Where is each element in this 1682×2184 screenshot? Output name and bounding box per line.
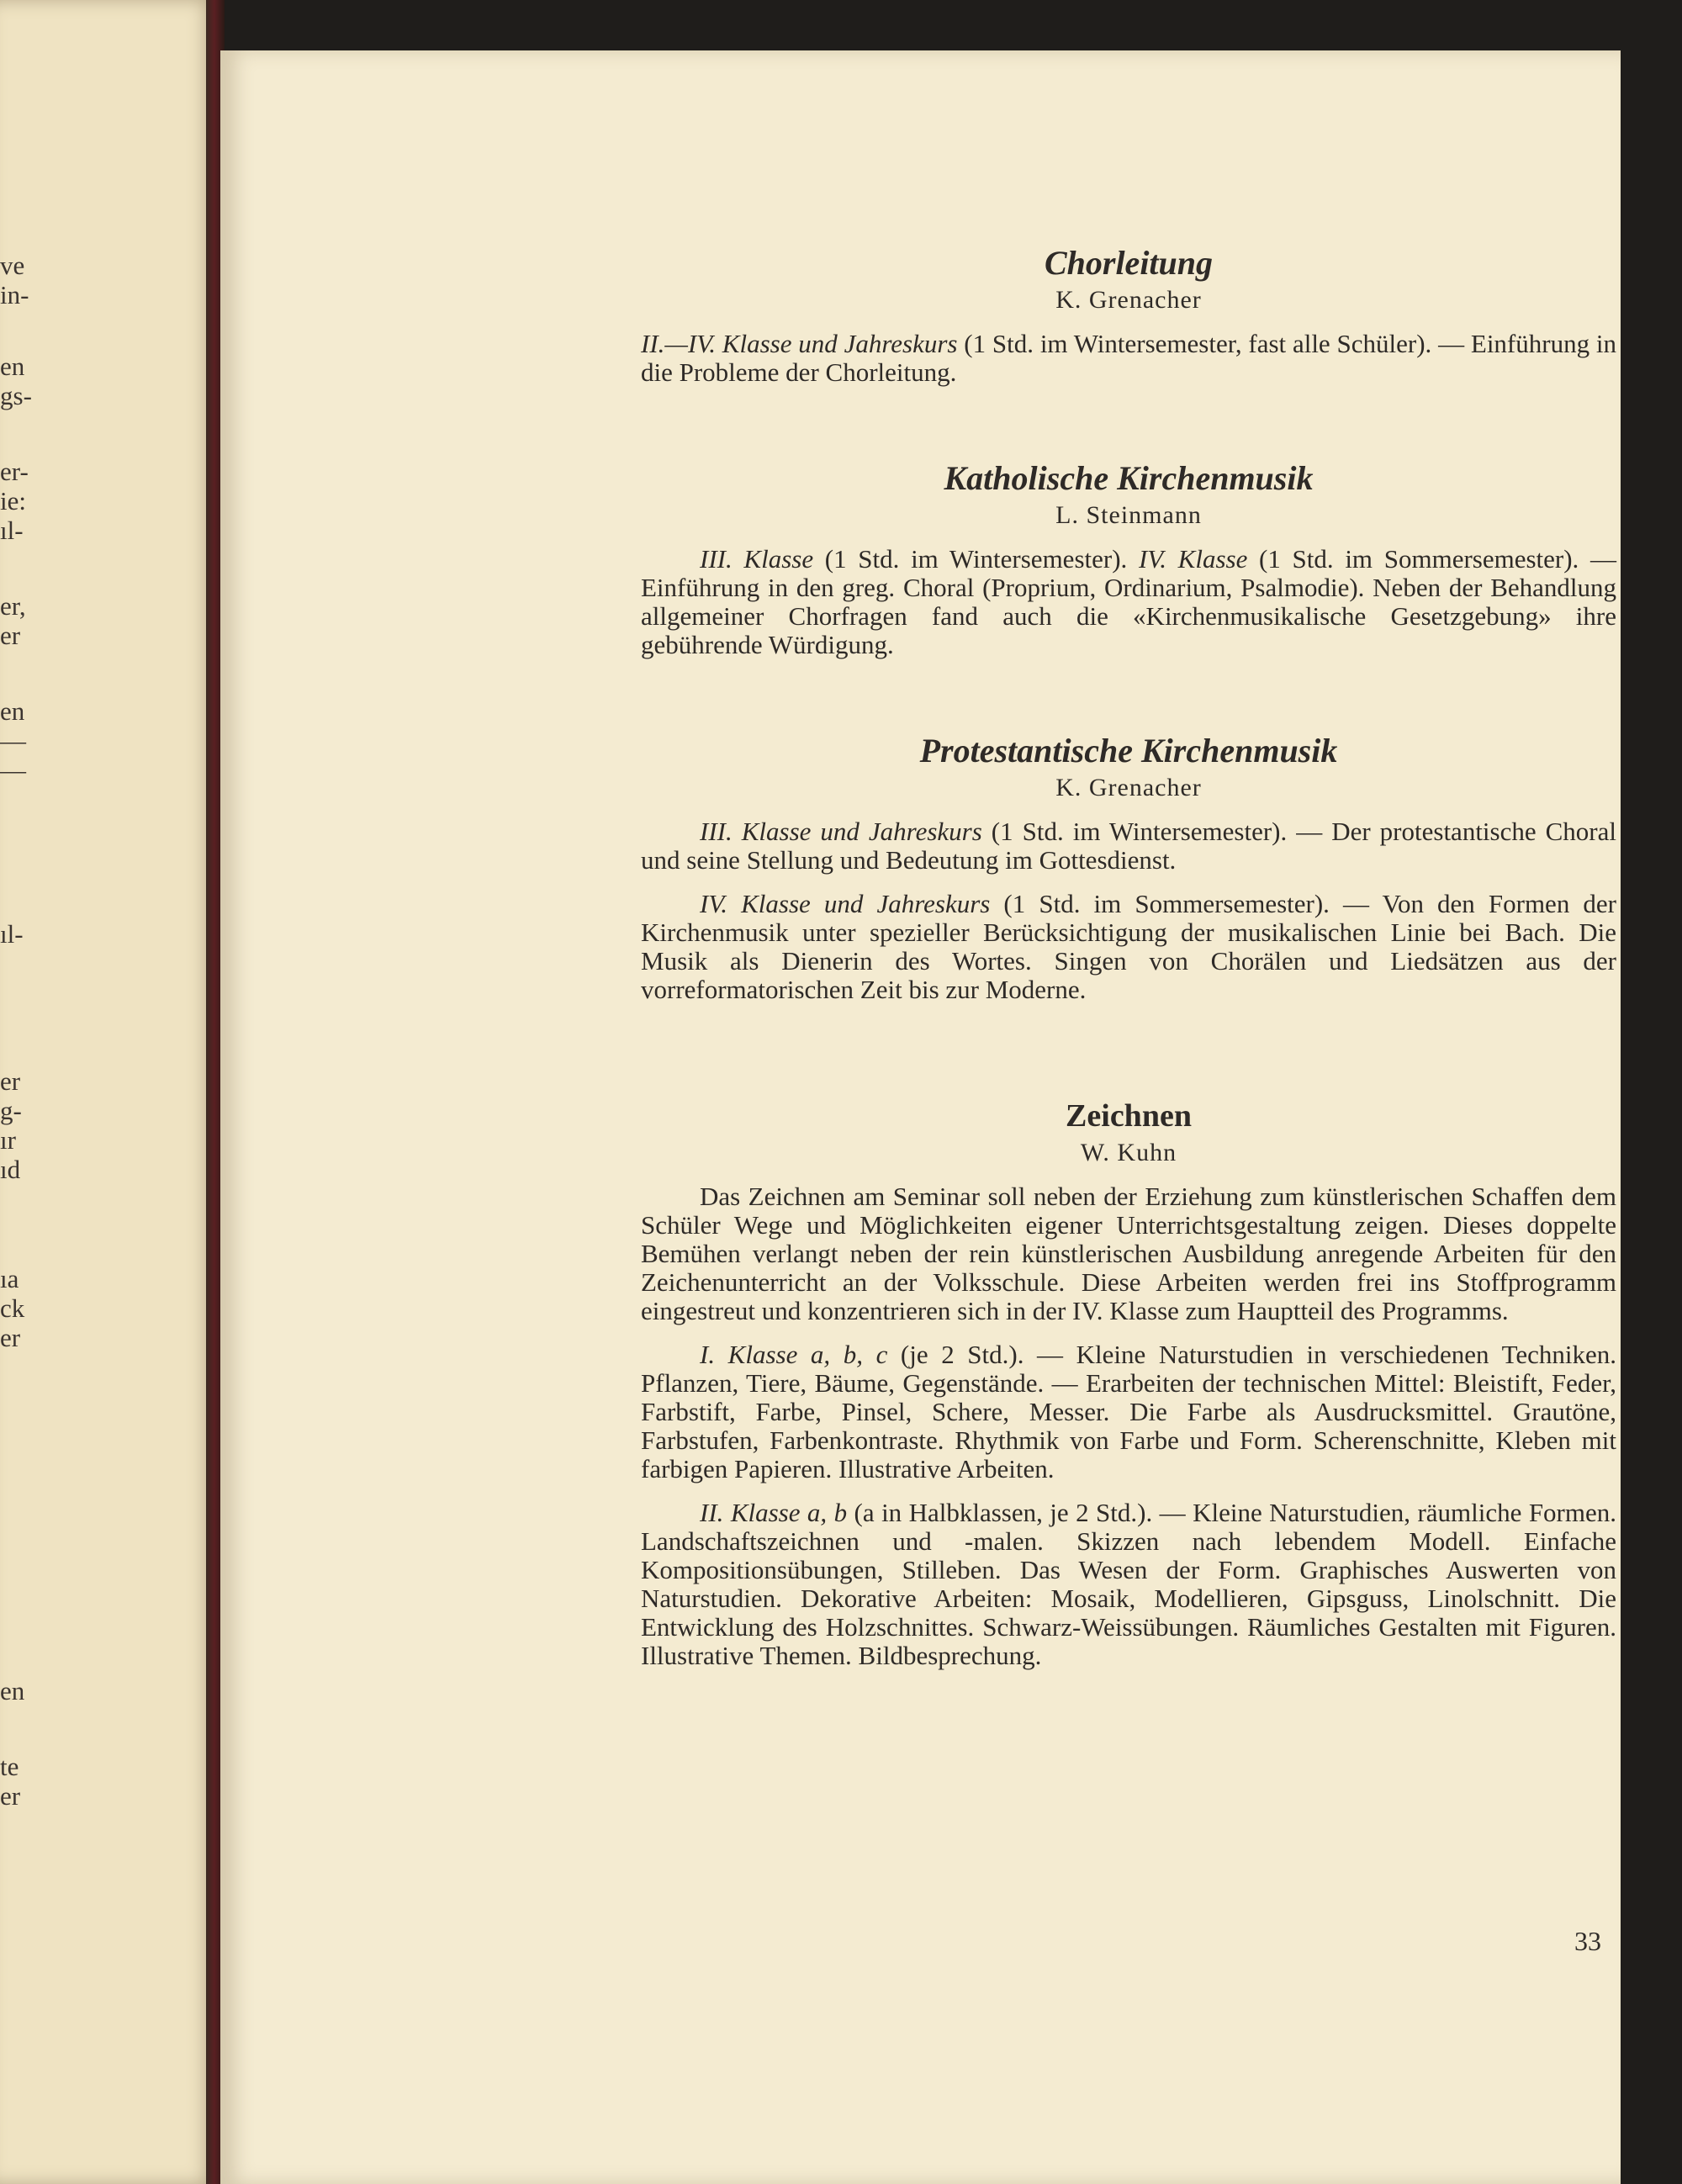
margin-fragment: en bbox=[0, 352, 25, 381]
margin-fragment: g- bbox=[0, 1096, 22, 1125]
margin-fragment: ve bbox=[0, 251, 25, 280]
course-label: II.—IV. Klasse und Jahreskurs bbox=[641, 329, 958, 358]
course-label: III. Klasse bbox=[700, 544, 814, 574]
left-page bbox=[0, 0, 217, 2184]
course-paragraph bbox=[641, 890, 1616, 1004]
margin-fragment: ck bbox=[0, 1293, 25, 1323]
course-text: (1 Std. im Sommersemester). — Einführung in den greg. Choral (Proprium, Ordinarium, Psalmodie). Neben der Behandlung allgemeiner Chorfragen fand auch die «Kirchenmusikalische Gesetzgebung» ihre gebührende Würdigung. bbox=[641, 544, 1616, 659]
course-text: (1 Std. im Sommersemester). — Von den Formen der Kirchenmusik unter spezieller Berücksichtigung der musikalischen Linie bei Bach. Die Musik als Dienerin des Wortes. Singen von Chorälen und Liedsätzen aus der vorreformatorischen Zeit bis zur Moderne. bbox=[641, 889, 1616, 1004]
margin-fragment: ıl- bbox=[0, 516, 24, 545]
course-text: (1 Std. im Wintersemester). — Der protestantische Choral und seine Stellung und Bedeutung im Gottesdienst. bbox=[641, 817, 1616, 875]
margin-fragment: er bbox=[0, 621, 21, 650]
course-paragraph bbox=[641, 1182, 1616, 1325]
margin-fragment: en bbox=[0, 1676, 25, 1705]
margin-fragment: — bbox=[0, 726, 26, 755]
course-paragraph bbox=[641, 817, 1616, 875]
course-text: Das Zeichnen am Seminar soll neben der Erziehung zum künstlerischen Schaffen dem Schüler Wege und Möglichkeiten eigener Unterrichtsgestaltung zeigen. Dieses doppelte Bemühen verlangt neben der rein künstlerischen Ausbildung anregende Arbeiten für den Zeichenunterricht an der Volksschule. Diese Arbeiten werden frei ins Stoffprogramm eingestreut und konzentrieren sich in der IV. Klasse zum Hauptteil des Programms. bbox=[641, 1182, 1616, 1325]
margin-fragment: er- bbox=[0, 457, 29, 486]
course-paragraph bbox=[641, 1499, 1616, 1670]
margin-fragment: — bbox=[0, 755, 26, 785]
margin-fragment: er, bbox=[0, 591, 26, 621]
course-label: III. Klasse und Jahreskurs bbox=[700, 817, 982, 846]
margin-fragment: ır bbox=[0, 1125, 16, 1155]
margin-fragment: er bbox=[0, 1781, 21, 1811]
course-label: IV. Klasse bbox=[1138, 544, 1248, 574]
margin-fragment: er bbox=[0, 1066, 21, 1096]
margin-fragment: te bbox=[0, 1752, 19, 1781]
course-text: (1 Std. im Wintersemester). bbox=[813, 544, 1139, 574]
course-text: (a in Halbklassen, je 2 Std.). — Kleine Naturstudien, räumliche Formen. Landschaftszeichnen und -malen. Skizzen nach lebendem Modell. Einfache Kompositionsübungen, Stilleben. Das Wesen der Form. Graphisches Auswerten von Naturstudien. Dekorative Arbeiten: Mosaik, Modellieren, Gipsguss, Linolschnitt. Die Entwicklung des Holzschnittes. Schwarz-Weissübungen. Räumliches Gestalten mit Figuren. Illustrative Themen. Bildbesprechung. bbox=[641, 1498, 1617, 1670]
page-content bbox=[641, 244, 1616, 1685]
course-label: II. Klasse a, b bbox=[700, 1498, 848, 1527]
section-title: Katholische Kirchenmusik bbox=[944, 459, 1314, 497]
margin-fragment: ie: bbox=[0, 486, 26, 516]
section-author: L. Steinmann bbox=[1055, 501, 1202, 529]
section-title: Zeichnen bbox=[1066, 1098, 1192, 1134]
course-text: (je 2 Std.). — Kleine Naturstudien in verschiedenen Techniken. Pflanzen, Tiere, Bäume, Gegenstände. — Erarbeiten der technischen Mittel: Bleistift, Feder, Farbstift, Farbe, Pinsel, Schere, Messer. Die Farbe als Ausdrucksmittel. Grautöne, Farbstufen, Farbenkontraste. Rhythmik von Farbe und Form. Scherenschnitte, Kleben mit farbigen Papieren. Illustrative Arbeiten. bbox=[641, 1340, 1616, 1483]
course-paragraph bbox=[641, 330, 1616, 387]
course-label: I. Klasse a, b, c bbox=[700, 1340, 888, 1369]
course-paragraph bbox=[641, 545, 1616, 659]
book-page bbox=[220, 50, 1621, 2184]
page-number: 33 bbox=[1574, 1926, 1601, 1956]
course-paragraph bbox=[641, 1341, 1616, 1483]
section-title: Protestantische Kirchenmusik bbox=[919, 732, 1338, 769]
margin-fragment: gs- bbox=[0, 381, 32, 410]
margin-fragment: in- bbox=[0, 280, 29, 309]
section-author: K. Grenacher bbox=[1055, 774, 1202, 801]
course-label: IV. Klasse und Jahreskurs bbox=[700, 889, 991, 918]
margin-fragment: en bbox=[0, 696, 25, 726]
section-title: Chorleitung bbox=[1044, 244, 1214, 282]
section-author: W. Kuhn bbox=[1080, 1139, 1177, 1166]
course-text: (1 Std. im Wintersemester, fast alle Schüler). — Einführung in die Probleme der Chorleitung. bbox=[641, 329, 1616, 387]
margin-fragment: ıl- bbox=[0, 919, 24, 949]
section-author: K. Grenacher bbox=[1055, 286, 1202, 314]
margin-fragment: ıa bbox=[0, 1264, 19, 1293]
margin-fragment: ıd bbox=[0, 1155, 21, 1184]
margin-fragment: er bbox=[0, 1323, 21, 1352]
